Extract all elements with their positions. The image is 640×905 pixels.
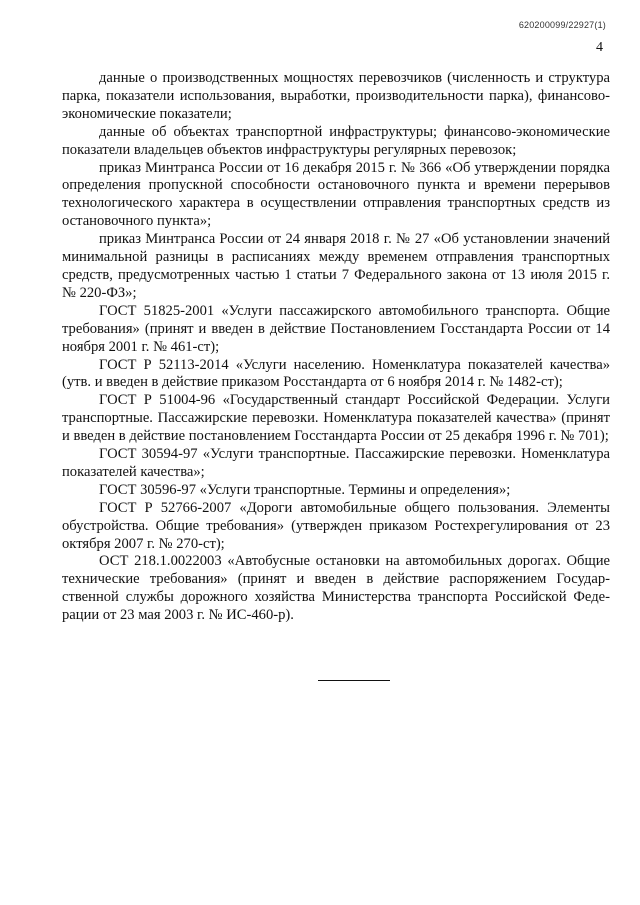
paragraph-gost-30594: ГОСТ 30594-97 «Услуги транспортные. Пассажирские перевозки. Номенклатура показателей качества»;: [62, 446, 610, 480]
document-code: 620200099/22927(1): [518, 20, 606, 30]
paragraph-order-27: приказ Минтранса России от 24 января 2018 г. № 27 «Об установлении значений минимальной разницы в расписаниях между временем отправления транспортных средств, предусмотренных частью 1 статьи 7 Федерального закона от 13 июля 2015 г. № 220-ФЗ»;: [62, 231, 610, 301]
paragraph-gost-r-51004: ГОСТ Р 51004-96 «Государственный стандарт Российской Федерации. Услуги транспортные. Пассажирские перевозки. Номенклатура показателей качества» (принят и введен в действие постановлением Госстандарта России от 25 декабря 1996 г. № 701);: [62, 392, 610, 445]
paragraph-order-366: приказ Минтранса России от 16 декабря 2015 г. № 366 «Об утверждении порядка определения пропускной способности остановочного пункта и времени перерывов технологического характера в осуществлении отправления транспортных средств из остановочного пункта»;: [62, 159, 610, 230]
end-of-text-divider: [318, 680, 390, 681]
paragraph-gost-30596: ГОСТ 30596-97 «Услуги транспортные. Термины и определения»;: [99, 481, 511, 498]
page-number: 4: [596, 40, 603, 55]
paragraph-ost-218: ОСТ 218.1.0022003 «Автобусные остановки на автомобильных дорогах. Общие технические требования» (принят и введен в действие распоряжением Государственной службы дорожного хозяйства Министерства транспорта Российской Федерации от 23 мая 2003 г. № ИС-460-р).: [62, 553, 610, 624]
paragraph-gost-r-52113: ГОСТ Р 52113-2014 «Услуги населению. Номенклатура показателей качества» (утв. и введен в действие приказом Росстандарта от 6 ноября 2014 г. № 1482-ст);: [62, 356, 610, 391]
paragraph-gost-51825: ГОСТ 51825-2001 «Услуги пассажирского автомобильного транспорта. Общие требования» (принят и введен в действие Постановлением Госстандарта России от 14 ноября 2001 г. № 461-ст);: [62, 302, 610, 355]
document-body: [62, 70, 610, 625]
paragraph-carrier-capacity: данные о производственных мощностях перевозчиков (численность и структура парка, показатели использования, выработки, производительности парка), финансово-экономические показатели;: [62, 70, 610, 122]
paragraph-transport-infrastructure: данные об объектах транспортной инфраструктуры; финансово-экономические показатели владельцев объектов инфраструктуры регулярных перевозок;: [62, 123, 610, 158]
paragraph-gost-r-52766: ГОСТ Р 52766-2007 «Дороги автомобильные общего пользования. Элементы обустройства. Общие требования» (утвержден приказом Ростехрегулирования от 23 октября 2007 г. № 270-ст);: [62, 499, 610, 552]
